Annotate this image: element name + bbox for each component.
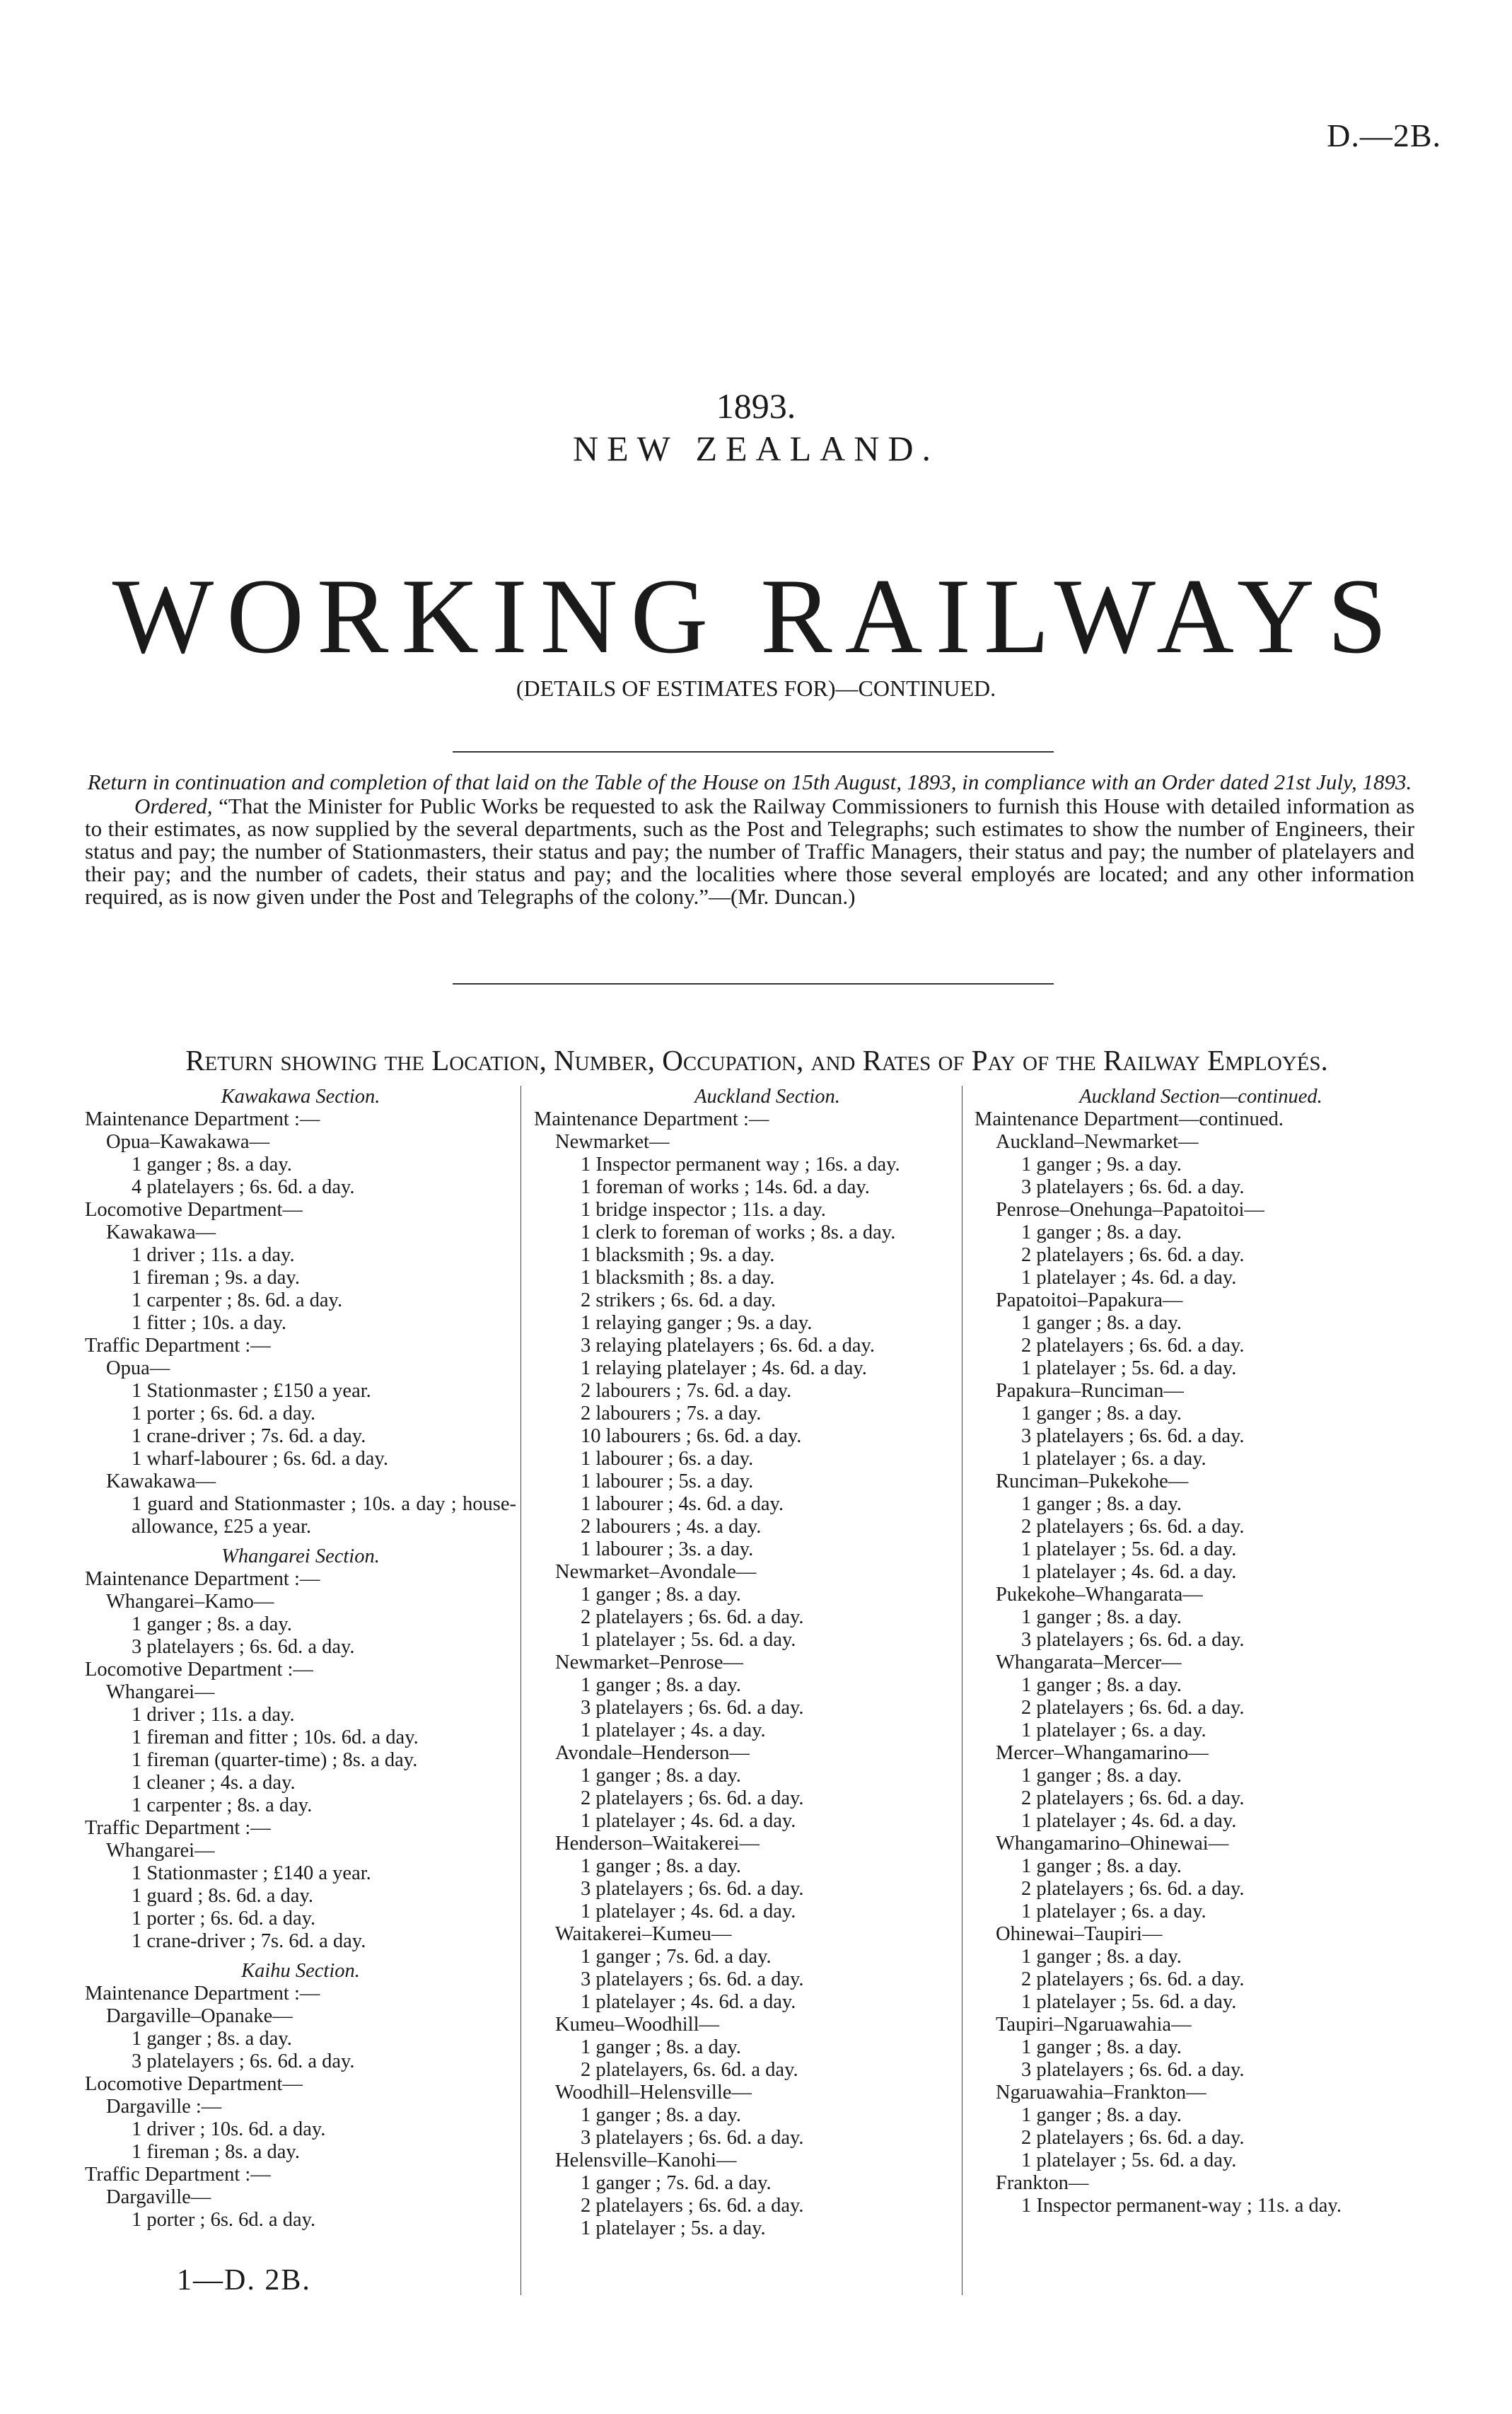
employee-entry: 2 platelayers ; 6s. 6d. a day. [581,1787,804,1809]
department-heading: Locomotive Department— [85,1199,303,1221]
section-heading: Kaihu Section. [241,1960,360,1982]
location-heading: Newmarket–Penrose— [555,1652,743,1673]
employee-entry: 2 platelayers ; 6s. 6d. a day. [1021,1516,1245,1538]
employee-entry: 1 platelayer ; 5s. 6d. a day. [1021,1991,1237,2013]
location-heading: Newmarket–Avondale— [555,1561,757,1583]
employee-entry: 1 ganger ; 8s. a day. [1021,1765,1182,1787]
employee-entry: 2 platelayers ; 6s. 6d. a day. [581,2195,804,2217]
location-heading: Kumeu–Woodhill— [555,2014,720,2036]
employee-entry: 2 platelayers ; 6s. 6d. a day. [1021,2127,1245,2149]
employee-entry: 1 fireman ; 9s. a day. [132,1267,300,1289]
divider-bottom [453,983,1054,985]
location-heading: Opua–Kawakawa— [106,1131,270,1153]
employee-entry: 1 ganger ; 8s. a day. [1021,1946,1182,1968]
employee-entry: 2 strikers ; 6s. 6d. a day. [581,1289,776,1311]
location-heading: Papakura–Runciman— [996,1380,1184,1402]
employee-entry: 1 labourer ; 3s. a day. [581,1538,754,1560]
employee-entry: 2 labourers ; 7s. 6d. a day. [581,1380,792,1402]
employee-entry: 1 ganger ; 8s. a day. [1021,1403,1182,1424]
employee-entry: 3 platelayers ; 6s. 6d. a day. [1021,2059,1245,2081]
ordered-label: Ordered, [134,794,213,818]
employee-entry: 1 ganger ; 8s. a day. [1021,1312,1182,1334]
location-heading: Dargaville–Opanake— [106,2005,293,2027]
employee-entry: 1 ganger ; 8s. a day. [1021,1606,1182,1628]
employee-entry: 1 platelayer ; 6s. a day. [1021,1448,1206,1470]
employee-entry: 1 bridge inspector ; 11s. a day. [581,1199,826,1221]
employee-entry: 1 platelayer ; 4s. 6d. a day. [1021,1267,1237,1289]
employee-entry: 1 porter ; 6s. 6d. a day. [132,2209,316,2231]
document-reference: D.—2B. [1327,117,1441,153]
country: NEW ZEALAND. [573,429,939,468]
employee-entry: 1 ganger ; 8s. a day. [1021,1493,1182,1515]
employee-entry: 3 platelayers ; 6s. 6d. a day. [581,2127,804,2149]
employee-entry: 1 labourer ; 5s. a day. [581,1470,754,1492]
ordered-text: “That the Minister for Public Works be requested to ask the Railway Commissioners to furnish this House with detailed information as to their estimates, as now supplied by the several departments, such as the Post and Telegraphs; such estimates to show the number of Engineers, their status and pay; the number of Stationmasters, their status and pay; the number of Traffic Managers, their status and pay; the number of platelayers and their pay; and the number of cadets, their status and pay; and the localities where those several employés are located; and any other information required, as is now given under the Post and Telegraphs of the colony.”—(Mr. Duncan.) [85,794,1415,909]
employee-entry: 10 labourers ; 6s. 6d. a day. [581,1425,802,1447]
location-heading: Whangarei— [106,1681,215,1703]
employee-entry: 1 ganger ; 7s. 6d. a day. [581,2172,772,2194]
employee-entry: 3 platelayers ; 6s. 6d. a day. [581,1968,804,1990]
department-heading: Maintenance Department :— [85,1983,320,2004]
employee-entry: 1 fireman and fitter ; 10s. 6d. a day. [132,1727,419,1748]
employee-entry: 1 fitter ; 10s. a day. [132,1312,286,1334]
ordered-paragraph [85,795,1414,908]
employee-entry: 1 ganger ; 8s. a day. [1021,2036,1182,2058]
employee-entry: 1 platelayer ; 5s. 6d. a day. [1021,1357,1237,1379]
section-heading: Whangarei Section. [221,1545,380,1567]
employee-entry: 1 Inspector permanent way ; 16s. a day. [581,1154,900,1176]
location-heading: Papatoitoi–Papakura— [996,1289,1183,1311]
location-heading: Pukekohe–Whangarata— [996,1584,1203,1606]
location-heading: Opua— [106,1357,170,1379]
location-heading: Runciman–Pukekohe— [996,1470,1189,1492]
employee-entry: 1 ganger ; 8s. a day. [1021,1674,1182,1696]
department-heading: Maintenance Department—continued. [975,1108,1284,1130]
location-heading: Helensville–Kanohi— [555,2149,737,2171]
column-left [85,1086,516,2232]
employee-entry: 1 platelayer ; 4s. 6d. a day. [1021,1561,1237,1583]
employee-entry: 1 blacksmith ; 9s. a day. [581,1244,775,1266]
employee-entry: 2 platelayers ; 6s. 6d. a day. [1021,1697,1245,1719]
employee-entry: 1 platelayer ; 6s. a day. [1021,1901,1206,1922]
employee-entry: 1 ganger ; 9s. a day. [1021,1154,1182,1176]
employee-entry: 1 ganger ; 8s. a day. [132,1613,292,1635]
page-signature: 1—D. 2B. [177,2264,311,2297]
employee-entry: 1 ganger ; 8s. a day. [581,1855,741,1877]
employee-entry: 1 platelayer ; 4s. 6d. a day. [581,1991,796,2013]
column-middle [534,1086,1001,2240]
location-heading: Whangarata–Mercer— [996,1652,1182,1673]
location-heading: Kawakawa— [106,1470,216,1492]
location-heading: Whangarei— [106,1840,215,1862]
employee-entry: 2 platelayers ; 6s. 6d. a day. [1021,1244,1245,1266]
employee-entry: 2 platelayers ; 6s. 6d. a day. [1021,1968,1245,1990]
location-heading: Frankton— [996,2172,1089,2194]
employee-entry: 2 platelayers ; 6s. 6d. a day. [581,1606,804,1628]
employee-entry: 1 platelayer ; 6s. a day. [1021,1719,1206,1741]
column-divider [962,1086,963,2295]
employee-entry: 1 platelayer ; 4s. a day. [581,1719,766,1741]
location-heading: Auckland–Newmarket— [996,1131,1199,1153]
employee-entry: 1 Inspector permanent-way ; 11s. a day. [1021,2195,1342,2217]
location-heading: Dargaville :— [106,2096,222,2118]
intro [85,771,1414,908]
employee-entry: 1 ganger ; 8s. a day. [132,1154,292,1176]
employee-entry: 1 labourer ; 6s. a day. [581,1448,754,1470]
employee-entry: 1 cleaner ; 4s. a day. [132,1772,296,1794]
employee-entry: 2 labourers ; 7s. a day. [581,1403,762,1424]
employee-entry: 2 platelayers, 6s. 6d. a day. [581,2059,798,2081]
employee-entry: 2 labourers ; 4s. a day. [581,1516,762,1538]
section-heading: Auckland Section—continued. [1079,1086,1322,1108]
return-heading: Return showing the Location, Number, Occupation, and Rates of Pay of the Railway Employés. [185,1044,1328,1077]
employee-entry: 3 relaying platelayers ; 6s. 6d. a day. [581,1335,876,1357]
employee-entry: 3 platelayers ; 6s. 6d. a day. [132,2050,355,2072]
divider-top [453,751,1054,753]
location-heading: Dargaville— [106,2186,211,2208]
employee-entry: 1 relaying platelayer ; 4s. 6d. a day. [581,1357,867,1379]
employee-entry: 1 relaying ganger ; 9s. a day. [581,1312,813,1334]
employee-entry: 1 wharf-labourer ; 6s. 6d. a day. [132,1448,388,1470]
department-heading: Traffic Department :— [85,1817,271,1839]
department-heading: Locomotive Department :— [85,1659,313,1681]
return-statement: Return in continuation and completion of that laid on the Table of the House on 15th August, 1893, in compliance with an Order dated 21st July, 1893. [87,770,1412,794]
employee-entry: 1 ganger ; 8s. a day. [132,2028,292,2050]
employee-entry: 3 platelayers ; 6s. 6d. a day. [1021,1629,1245,1651]
department-heading: Traffic Department :— [85,1335,271,1357]
employee-entry: 1 foreman of works ; 14s. 6d. a day. [581,1176,870,1198]
employee-entry: 1 platelayer ; 5s. 6d. a day. [1021,2149,1237,2171]
employee-entry: 1 platelayer ; 5s. 6d. a day. [1021,1538,1237,1560]
department-heading: Maintenance Department :— [85,1108,320,1130]
employee-entry: 1 ganger ; 8s. a day. [581,2036,741,2058]
year: 1893. [716,386,796,426]
employee-entry: 1 ganger ; 8s. a day. [581,1765,741,1787]
location-heading: Whangamarino–Ohinewai— [996,1833,1229,1855]
employee-entry: 3 platelayers ; 6s. 6d. a day. [581,1878,804,1900]
employee-entry: 1 labourer ; 4s. 6d. a day. [581,1493,784,1515]
employee-entry: 1 ganger ; 7s. 6d. a day. [581,1946,772,1968]
department-heading: Maintenance Department :— [85,1568,320,1590]
location-heading: Woodhill–Helensville— [555,2082,752,2103]
employee-entry: 1 platelayer ; 4s. 6d. a day. [581,1901,796,1922]
location-heading: Whangarei–Kamo— [106,1591,274,1613]
employee-entry: 1 Stationmaster ; £150 a year. [132,1380,371,1402]
page-title: WORKING RAILWAYS [112,557,1400,675]
employee-entry: 2 platelayers ; 6s. 6d. a day. [1021,1787,1245,1809]
employee-entry: 3 platelayers ; 6s. 6d. a day. [1021,1176,1245,1198]
department-heading: Traffic Department :— [85,2164,271,2186]
employee-entry: 1 ganger ; 8s. a day. [581,1584,741,1606]
employee-entry: 1 crane-driver ; 7s. 6d. a day. [132,1425,366,1447]
employee-entry: 1 driver ; 11s. a day. [132,1244,295,1266]
location-heading: Avondale–Henderson— [555,1742,750,1764]
employee-entry: 1 clerk to foreman of works ; 8s. a day. [581,1221,896,1243]
section-heading: Kawakawa Section. [221,1086,380,1108]
employee-entry: 1 driver ; 11s. a day. [132,1704,295,1726]
section-heading: Auckland Section. [694,1086,840,1108]
department-heading: Maintenance Department :— [534,1108,769,1130]
employee-entry: 1 porter ; 6s. 6d. a day. [132,1403,316,1424]
employee-entry: 1 guard and Stationmaster ; 10s. a day ; house-allowance, £25 a year. [132,1493,516,1538]
employee-entry: 1 carpenter ; 8s. 6d. a day. [132,1289,343,1311]
location-heading: Penrose–Onehunga–Papatoitoi— [996,1199,1264,1221]
employee-entry: 1 platelayer ; 4s. 6d. a day. [581,1810,796,1832]
location-heading: Taupiri–Ngaruawahia— [996,2014,1192,2036]
department-heading: Locomotive Department— [85,2073,303,2095]
employee-entry: 1 fireman ; 8s. a day. [132,2141,300,2163]
location-heading: Kawakawa— [106,1221,216,1243]
employee-entry: 1 fireman (quarter-time) ; 8s. a day. [132,1749,418,1771]
location-heading: Mercer–Whangamarino— [996,1742,1209,1764]
employee-entry: 1 Stationmaster ; £140 a year. [132,1862,371,1884]
employee-entry: 1 porter ; 6s. 6d. a day. [132,1908,316,1930]
subtitle: (DETAILS OF ESTIMATES FOR)—CONTINUED. [516,675,996,701]
employee-entry: 3 platelayers ; 6s. 6d. a day. [581,1697,804,1719]
location-heading: Newmarket— [555,1131,670,1153]
location-heading: Waitakerei–Kumeu— [555,1923,732,1945]
employee-entry: 1 ganger ; 8s. a day. [1021,2104,1182,2126]
employee-entry: 1 ganger ; 8s. a day. [581,1674,741,1696]
employee-entry: 1 platelayer ; 5s. 6d. a day. [581,1629,796,1651]
employee-entry: 1 driver ; 10s. 6d. a day. [132,2118,326,2140]
employee-entry: 1 carpenter ; 8s. a day. [132,1794,313,1816]
employee-entry: 3 platelayers ; 6s. 6d. a day. [1021,1425,1245,1447]
column-right [975,1086,1427,2217]
location-heading: Henderson–Waitakerei— [555,1833,760,1855]
location-heading: Ohinewai–Taupiri— [996,1923,1163,1945]
location-heading: Ngaruawahia–Frankton— [996,2082,1206,2103]
employee-entry: 2 platelayers ; 6s. 6d. a day. [1021,1878,1245,1900]
employee-entry: 4 platelayers ; 6s. 6d. a day. [132,1176,355,1198]
employee-entry: 1 ganger ; 8s. a day. [1021,1855,1182,1877]
employee-entry: 1 crane-driver ; 7s. 6d. a day. [132,1930,366,1952]
employee-entry: 3 platelayers ; 6s. 6d. a day. [132,1636,355,1658]
employee-entry: 2 platelayers ; 6s. 6d. a day. [1021,1335,1245,1357]
employee-entry: 1 blacksmith ; 8s. a day. [581,1267,775,1289]
employee-entry: 1 ganger ; 8s. a day. [1021,1221,1182,1243]
employee-entry: 1 platelayer ; 4s. 6d. a day. [1021,1810,1237,1832]
employee-entry: 1 ganger ; 8s. a day. [581,2104,741,2126]
employee-entry: 1 platelayer ; 5s. a day. [581,2217,766,2239]
employee-entry: 1 guard ; 8s. 6d. a day. [132,1885,313,1907]
